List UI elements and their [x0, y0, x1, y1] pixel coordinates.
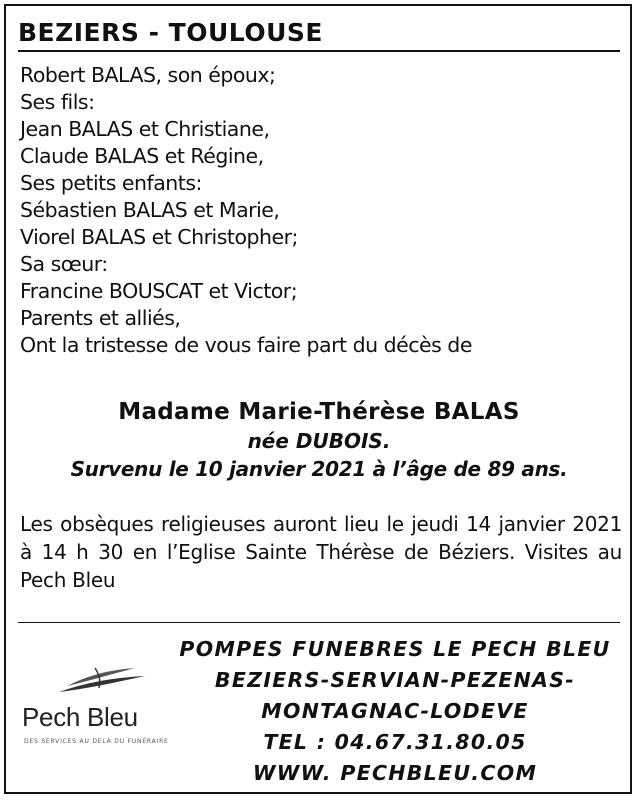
wave-logo-icon	[57, 662, 147, 702]
family-line: Jean BALAS et Christiane,	[20, 117, 270, 141]
family-line: Francine BOUSCAT et Victor;	[20, 279, 298, 303]
deceased-name: Madame Marie-Thérèse BALAS	[118, 399, 520, 425]
funeral-home-block	[170, 634, 620, 789]
family-line: Ses petits enfants:	[20, 171, 202, 195]
family-line: Ses fils:	[20, 90, 95, 114]
divider	[18, 622, 620, 623]
notice-header: BEZIERS - TOULOUSE	[18, 18, 620, 52]
pech-bleu-logo	[22, 662, 174, 752]
death-date: Survenu le 10 janvier 2021 à l’âge de 89 ans.	[70, 457, 568, 481]
deceased-block	[0, 397, 638, 483]
family-line: Sa sœur:	[20, 252, 108, 276]
family-list	[20, 62, 620, 359]
family-line: Viorel BALAS et Christopher;	[20, 225, 298, 249]
funeral-home-towns: MONTAGNAC-LODEVE	[261, 699, 529, 723]
maiden-name: née DUBOIS.	[247, 429, 391, 453]
funeral-home-towns: BEZIERS-SERVIAN-PEZENAS-	[214, 668, 576, 692]
family-line: Sébastien BALAS et Marie,	[20, 198, 280, 222]
logo-tagline: DES SERVICES AU DELÀ DU FUNÉRAIRE	[24, 738, 169, 745]
funeral-home-phone: TEL : 04.67.31.80.05	[263, 730, 527, 754]
logo-name: Pech Bleu	[22, 702, 138, 732]
family-line: Robert BALAS, son époux;	[20, 63, 276, 87]
funeral-details: Les obsèques religieuses auront lieu le jeudi 14 janvier 2021 à 14 h 30 en l’Eglise Sainte Thérèse de Béziers. Visites au Pech Bleu	[20, 512, 622, 592]
funeral-home-website: WWW. PECHBLEU.COM	[252, 761, 538, 785]
family-line: Claude BALAS et Régine,	[20, 144, 264, 168]
family-line: Ont la tristesse de vous faire part du décès de	[20, 333, 472, 357]
family-line: Parents et alliés,	[20, 306, 181, 330]
funeral-home-name: POMPES FUNEBRES LE PECH BLEU	[179, 637, 611, 661]
